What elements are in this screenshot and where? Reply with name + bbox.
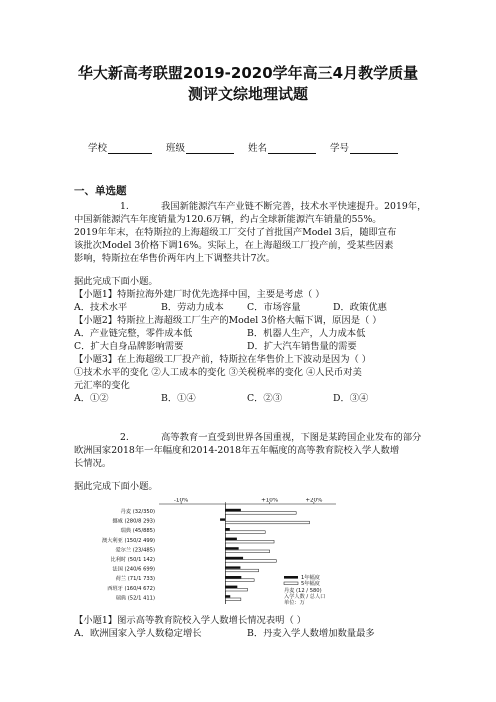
name-field[interactable] [248, 140, 316, 154]
legend-label-5yr: 5年幅度 [301, 581, 320, 587]
q2-line2: 欧洲国家2018年一年幅度和2014-2018年五年幅度的高等教育院校入学人数增 [74, 445, 400, 456]
q1-line1: 我国新能源汽车产业链不断完善，技术水平快速提升。2019年， [161, 201, 427, 212]
q1-prompt: 据此完成下面小题。 [74, 276, 158, 287]
x-tick-label: +10% [261, 498, 279, 504]
q2-line3: 长情况。 [74, 458, 112, 469]
q1-sub2-option-a[interactable]: A．产业链完整，零件成本低 [74, 328, 193, 339]
bar-1yr [225, 586, 237, 588]
q2-sub1-option-a[interactable]: A．欧洲国家入学人数稳定增长 [74, 628, 202, 639]
q1-sub2-stem: 【小题2】特斯拉上海超级工厂生产的Model 3价格大幅下调，原因是（ ） [74, 315, 382, 326]
x-tick-label: -10% [173, 498, 189, 504]
category-label: 比利时 (50/1 142) [110, 557, 155, 563]
category-label: 澳大利亚 (150/2 499) [102, 537, 155, 544]
bar-1yr [225, 547, 238, 549]
q1-sub2-option-b[interactable]: B．机器人生产，人力成本低 [247, 328, 366, 339]
bar-5yr [225, 588, 247, 591]
q1-sub3-option-c[interactable]: C．②③ [247, 393, 283, 404]
q1-sub1-option-a[interactable]: A．技术水平 [74, 302, 128, 313]
section-heading: 一、单选题 [74, 185, 127, 197]
q1-sub3-option-d[interactable]: D．③④ [333, 393, 369, 404]
bar-1yr [225, 576, 241, 578]
bar-1yr [225, 538, 237, 540]
bar-1yr [225, 595, 230, 597]
q2-number: 2. [120, 432, 129, 443]
legend-swatch-5yr [284, 582, 298, 585]
page-title-line1: 华大新高考联盟2019-2020学年高三4月教学质量 [77, 64, 419, 82]
school-field[interactable] [88, 140, 152, 154]
category-label: 爱尔兰 (23/485) [115, 547, 155, 554]
bar-5yr [225, 598, 240, 601]
q1-sub2-option-c[interactable]: C．扩大自身品牌影响需要 [74, 341, 184, 352]
legend-note-line2: 入学人数 / 总人口 [284, 594, 326, 600]
school-label: 学校 [88, 143, 108, 154]
category-label: 荷兰 (71/1 733) [115, 576, 155, 583]
bar-1yr [225, 509, 240, 511]
legend-swatch-1yr [284, 576, 298, 579]
q2-line1: 高等教育一直受到世界各国重视，下图是某跨国企业发布的部分 [161, 432, 422, 443]
chart-svg [84, 498, 342, 609]
q1-sub1-option-c[interactable]: C．市场容量 [247, 302, 301, 313]
bar-5yr [225, 560, 276, 563]
q1-sub3-items-line1: ①技术水平的变化 ②人工成本的变化 ③关税税率的变化 ④人民币对美 [74, 367, 362, 378]
bar-1yr [225, 557, 243, 559]
q2-sub1-stem: 【小题1】图示高等教育院校入学人数增长情况表明（ ） [74, 615, 306, 626]
q2-sub1-option-b[interactable]: B．丹麦入学人数增加数量最多 [247, 628, 375, 639]
school-blank[interactable] [108, 143, 152, 154]
student-number-field[interactable] [330, 140, 398, 154]
q1-sub3-stem: 【小题3】在上海超级工厂投产前，特斯拉在华售价上下波动是因为（ ） [74, 354, 372, 365]
student-info-fields [88, 140, 412, 154]
category-label: 挪威 (280/8 293) [112, 518, 155, 525]
q1-line2: 中国新能源汽车年度销量为120.6万辆，约占全球新能源汽车销量的55%。 [74, 214, 382, 225]
bar-1yr [225, 528, 229, 530]
class-field[interactable] [166, 140, 234, 154]
q1-line5: 影响，特斯拉在华售价两年内上下调整共计7次。 [74, 253, 276, 264]
legend-note-line3: 单位：万 [284, 600, 305, 606]
bar-1yr [225, 566, 240, 568]
q1-sub2-option-d[interactable]: D．扩大汽车销售量的需要 [247, 341, 357, 352]
bar-5yr [225, 579, 254, 582]
enrollment-growth-chart [84, 498, 342, 609]
bar-5yr [225, 521, 309, 524]
bar-1yr [220, 518, 225, 520]
class-blank[interactable] [186, 143, 234, 154]
x-tick-label: +20% [305, 498, 323, 504]
class-label: 班级 [166, 143, 186, 154]
category-label: 西班牙 (160/4 672) [107, 585, 155, 592]
q1-sub3-items-line2: 元汇率的变化 [74, 380, 130, 391]
student-number-blank[interactable] [350, 143, 398, 154]
bar-5yr [225, 540, 274, 543]
page-title-line2: 测评文综地理试题 [187, 85, 308, 103]
q1-line4: 该批次Model 3价格下调16%。实际上，在上海超级工厂投产前，受某些因素 [74, 240, 394, 251]
bar-5yr [225, 569, 258, 572]
category-label: 瑞典 (52/1 411) [115, 595, 155, 602]
q1-sub3-option-b[interactable]: B．①④ [161, 393, 196, 404]
category-label: 丹麦 (32/350) [120, 509, 155, 515]
name-label: 姓名 [248, 143, 268, 154]
category-label: 法国 (240/6 699) [112, 566, 155, 573]
category-label: 瑞典 (45/885) [120, 528, 155, 535]
q2-prompt: 据此完成下面小题。 [74, 481, 158, 492]
bar-5yr [225, 550, 269, 553]
student-number-label: 学号 [330, 143, 350, 154]
legend-label-1yr: 1年幅度 [301, 575, 320, 581]
q1-number: 1. [120, 201, 129, 212]
q1-sub3-option-a[interactable]: A．①② [74, 393, 109, 404]
bar-5yr [225, 512, 296, 515]
q1-sub1-option-d[interactable]: D．政策优惠 [333, 302, 387, 313]
name-blank[interactable] [268, 143, 316, 154]
q1-sub1-stem: 【小题1】特斯拉海外建厂时优先选择中国，主要是考虑（ ） [74, 289, 325, 300]
bar-5yr [225, 531, 265, 534]
q1-sub1-option-b[interactable]: B．劳动力成本 [161, 302, 224, 313]
q1-line3: 2019年年末，在特斯拉的上海超级工厂交付了首批国产Model 3后，随即宣布 [74, 227, 397, 238]
legend-note-line1: 丹麦 (12 / 580) [284, 588, 322, 594]
